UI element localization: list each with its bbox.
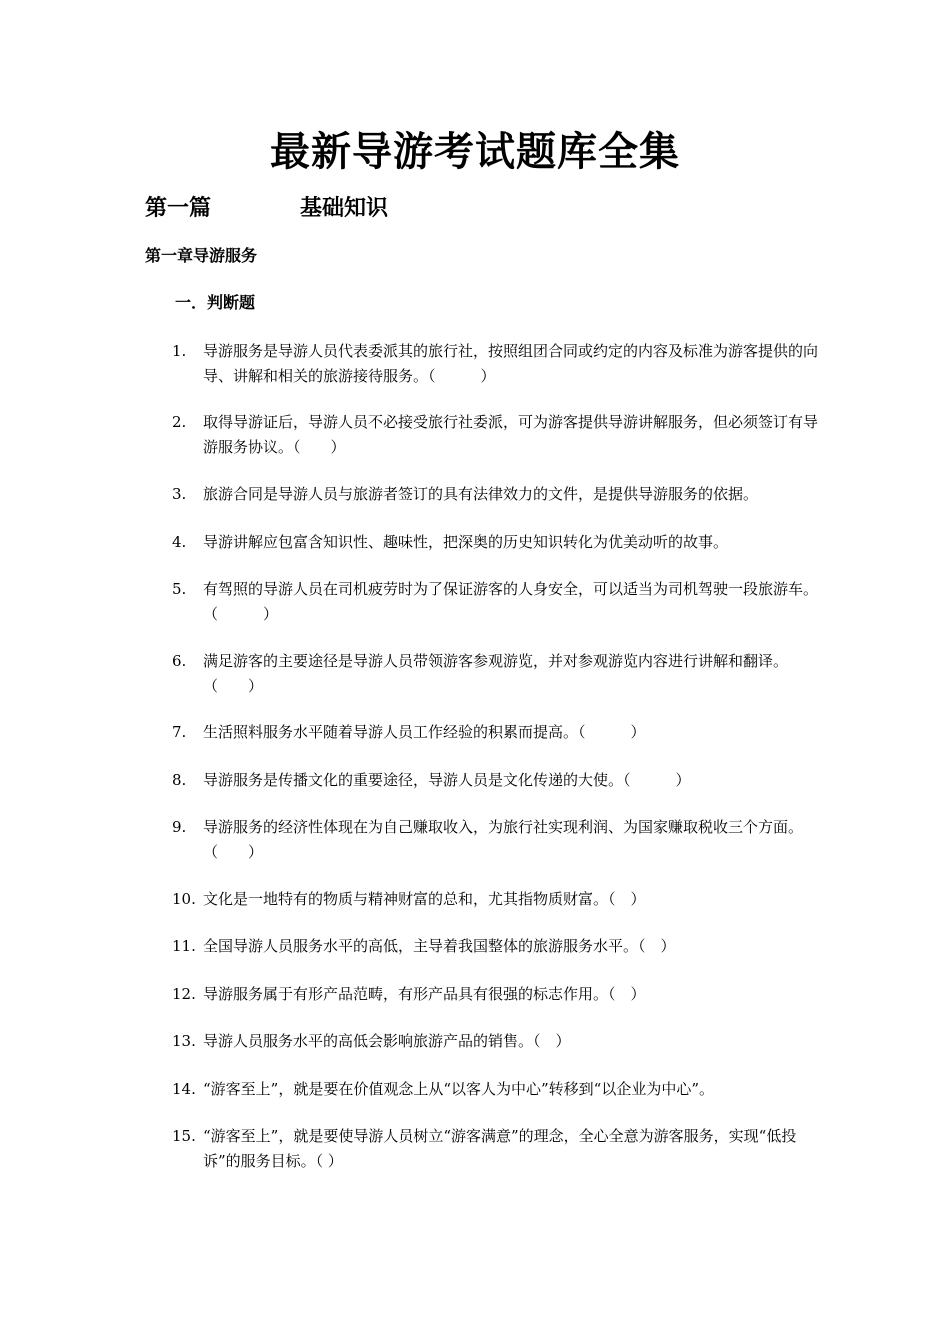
question-number: 6. xyxy=(172,652,187,670)
question-text: 生活照料服务水平随着导游人员工作经验的积累而提高。（ ） xyxy=(203,723,646,741)
question-text: “游客至上”，就是要在价值观念上从“以客人为中心”转移到“以企业为中心”。 xyxy=(203,1080,715,1098)
question-number: 12. xyxy=(172,985,196,1003)
question-text: 全国导游人员服务水平的高低，主导着我国整体的旅游服务水平。（ ） xyxy=(203,937,676,955)
question-item xyxy=(172,577,822,627)
question-item xyxy=(172,530,822,555)
question-item xyxy=(172,887,822,912)
question-item xyxy=(172,815,822,865)
document-title: 最新导游考试题库全集 xyxy=(270,128,680,175)
question-item xyxy=(172,934,822,959)
question-number: 5. xyxy=(172,580,187,598)
chapter-heading: 第一章导游服务 xyxy=(145,246,258,265)
part-name: 基础知识 xyxy=(300,195,389,221)
question-text: 导游服务是传播文化的重要途径，导游人员是文化传递的大使。（ ） xyxy=(203,771,691,789)
question-text: “游客至上”，就是要使导游人员树立“游客满意”的理念，全心全意为游客服务，实现“低投诉”的服务目标。（ ） xyxy=(203,1127,797,1170)
question-item xyxy=(172,482,822,507)
question-item xyxy=(172,768,822,793)
question-number: 3. xyxy=(172,485,187,503)
question-number: 9. xyxy=(172,818,187,836)
question-item xyxy=(172,720,822,745)
question-text: 导游人员服务水平的高低会影响旅游产品的销售。（ ） xyxy=(203,1032,571,1050)
question-text: 导游服务是导游人员代表委派其的旅行社，按照组团合同或约定的内容及标准为游客提供的向导、讲解和相关的旅游接待服务。（ ） xyxy=(203,342,819,385)
question-text: 导游服务的经济性体现在为自己赚取收入，为旅行社实现利润、为国家赚取税收三个方面。（ ） xyxy=(203,818,804,861)
question-number: 15. xyxy=(172,1127,196,1145)
question-number: 7. xyxy=(172,723,187,741)
question-item xyxy=(172,982,822,1007)
question-item xyxy=(172,1029,822,1054)
question-number: 4. xyxy=(172,533,187,551)
question-item xyxy=(172,1077,822,1102)
question-item xyxy=(172,339,822,389)
question-text: 有驾照的导游人员在司机疲劳时为了保证游客的人身安全，可以适当为司机驾驶一段旅游车。（ ） xyxy=(203,580,819,623)
question-text: 导游讲解应包富含知识性、趣味性，把深奥的历史知识转化为优美动听的故事。 xyxy=(203,533,729,551)
question-number: 2. xyxy=(172,413,187,431)
question-text: 旅游合同是导游人员与旅游者签订的具有法律效力的文件，是提供导游服务的依据。 xyxy=(203,485,759,503)
question-item xyxy=(172,1124,822,1174)
question-text: 文化是一地特有的物质与精神财富的总和，尤其指物质财富。（ ） xyxy=(203,890,646,908)
section-heading: 一．判断题 xyxy=(175,293,256,312)
question-number: 8. xyxy=(172,771,187,789)
part-heading xyxy=(145,192,388,224)
question-number: 10. xyxy=(172,890,196,908)
question-text: 导游服务属于有形产品范畴，有形产品具有很强的标志作用。（ ） xyxy=(203,985,646,1003)
part-number: 第一篇 xyxy=(145,195,212,221)
question-number: 14. xyxy=(172,1080,196,1098)
question-item xyxy=(172,410,822,460)
question-item xyxy=(172,649,822,699)
question-number: 1. xyxy=(172,342,187,360)
question-text: 满足游客的主要途径是导游人员带领游客参观游览，并对参观游览内容进行讲解和翻译。（ ） xyxy=(203,652,789,695)
question-number: 13. xyxy=(172,1032,196,1050)
question-number: 11. xyxy=(172,937,196,955)
question-text: 取得导游证后，导游人员不必接受旅行社委派，可为游客提供导游讲解服务，但必须签订有导游服务协议。（ ） xyxy=(203,413,819,456)
